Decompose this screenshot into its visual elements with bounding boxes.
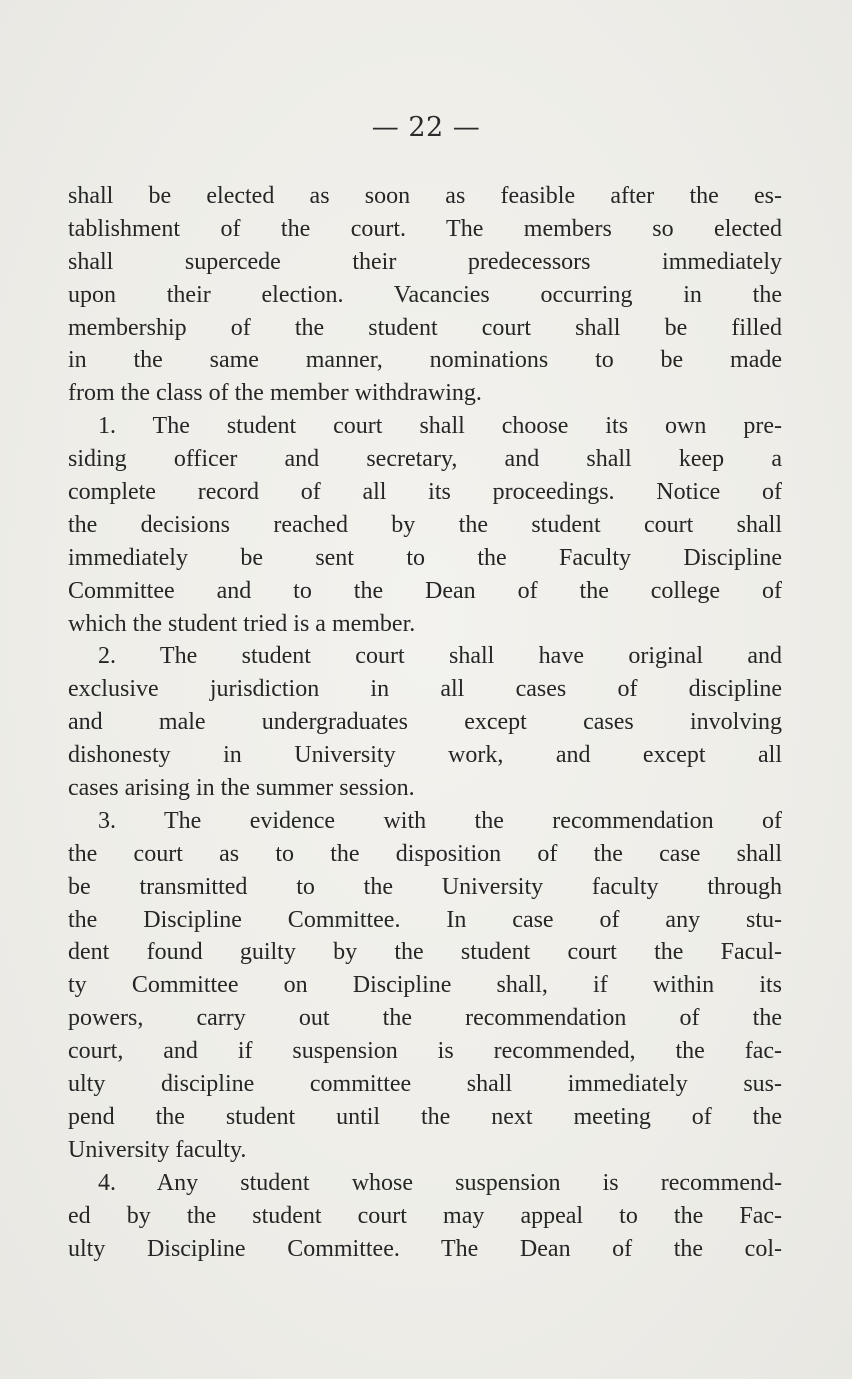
text-line: 1. The student court shall choose its own pre- — [98, 413, 782, 440]
text-line: pend the student until the next meeting of the — [68, 1103, 782, 1130]
text-line: in the same manner, nominations to be made — [68, 347, 782, 374]
text-line: immediately be sent to the Faculty Discipline — [68, 544, 782, 571]
text-line: which the student tried is a member. — [68, 610, 416, 637]
text-line: ulty discipline committee shall immediately sus- — [68, 1071, 782, 1098]
text-line: cases arising in the summer session. — [68, 775, 415, 802]
text-line: court, and if suspension is recommended, the fac- — [68, 1038, 782, 1065]
text-line: be transmitted to the University faculty through — [68, 873, 782, 900]
text-line: ed by the student court may appeal to the Fac- — [68, 1202, 782, 1229]
text-line: siding officer and secretary, and shall keep a — [68, 446, 782, 473]
page-number: — 22 — — [371, 112, 481, 143]
text-line: exclusive jurisdiction in all cases of discipline — [68, 676, 782, 703]
text-line: from the class of the member withdrawing. — [68, 380, 482, 407]
text-line: shall be elected as soon as feasible after the es- — [68, 183, 782, 209]
text-line: 2. The student court shall have original and — [98, 643, 782, 670]
text-line: powers, carry out the recommendation of the — [68, 1005, 782, 1032]
text-line: membership of the student court shall be filled — [68, 314, 782, 341]
text-line: dent found guilty by the student court the Facul- — [68, 939, 782, 966]
text-line: ty Committee on Discipline shall, if within its — [68, 972, 782, 999]
text-line: the court as to the disposition of the case shall — [68, 840, 782, 867]
text-line: University faculty. — [68, 1136, 247, 1163]
text-line: tablishment of the court. The members so elected — [68, 215, 782, 242]
text-line: Committee and to the Dean of the college of — [68, 577, 782, 604]
text-line: upon their election. Vacancies occurring in the — [68, 281, 782, 308]
text-line: the decisions reached by the student court shall — [68, 511, 782, 538]
text-line: 4. Any student whose suspension is recommend- — [98, 1169, 782, 1196]
text-line: ulty Discipline Committee. The Dean of the col- — [68, 1235, 782, 1262]
text-line: complete record of all its proceedings. Notice of — [68, 479, 782, 506]
text-line: 3. The evidence with the recommendation of — [98, 807, 782, 834]
text-line: shall supercede their predecessors immediately — [68, 248, 782, 275]
text-line: and male undergraduates except cases involving — [68, 709, 782, 736]
body-text — [68, 180, 782, 1265]
text-line: the Discipline Committee. In case of any stu- — [68, 906, 782, 933]
text-line: dishonesty in University work, and except all — [68, 742, 782, 769]
